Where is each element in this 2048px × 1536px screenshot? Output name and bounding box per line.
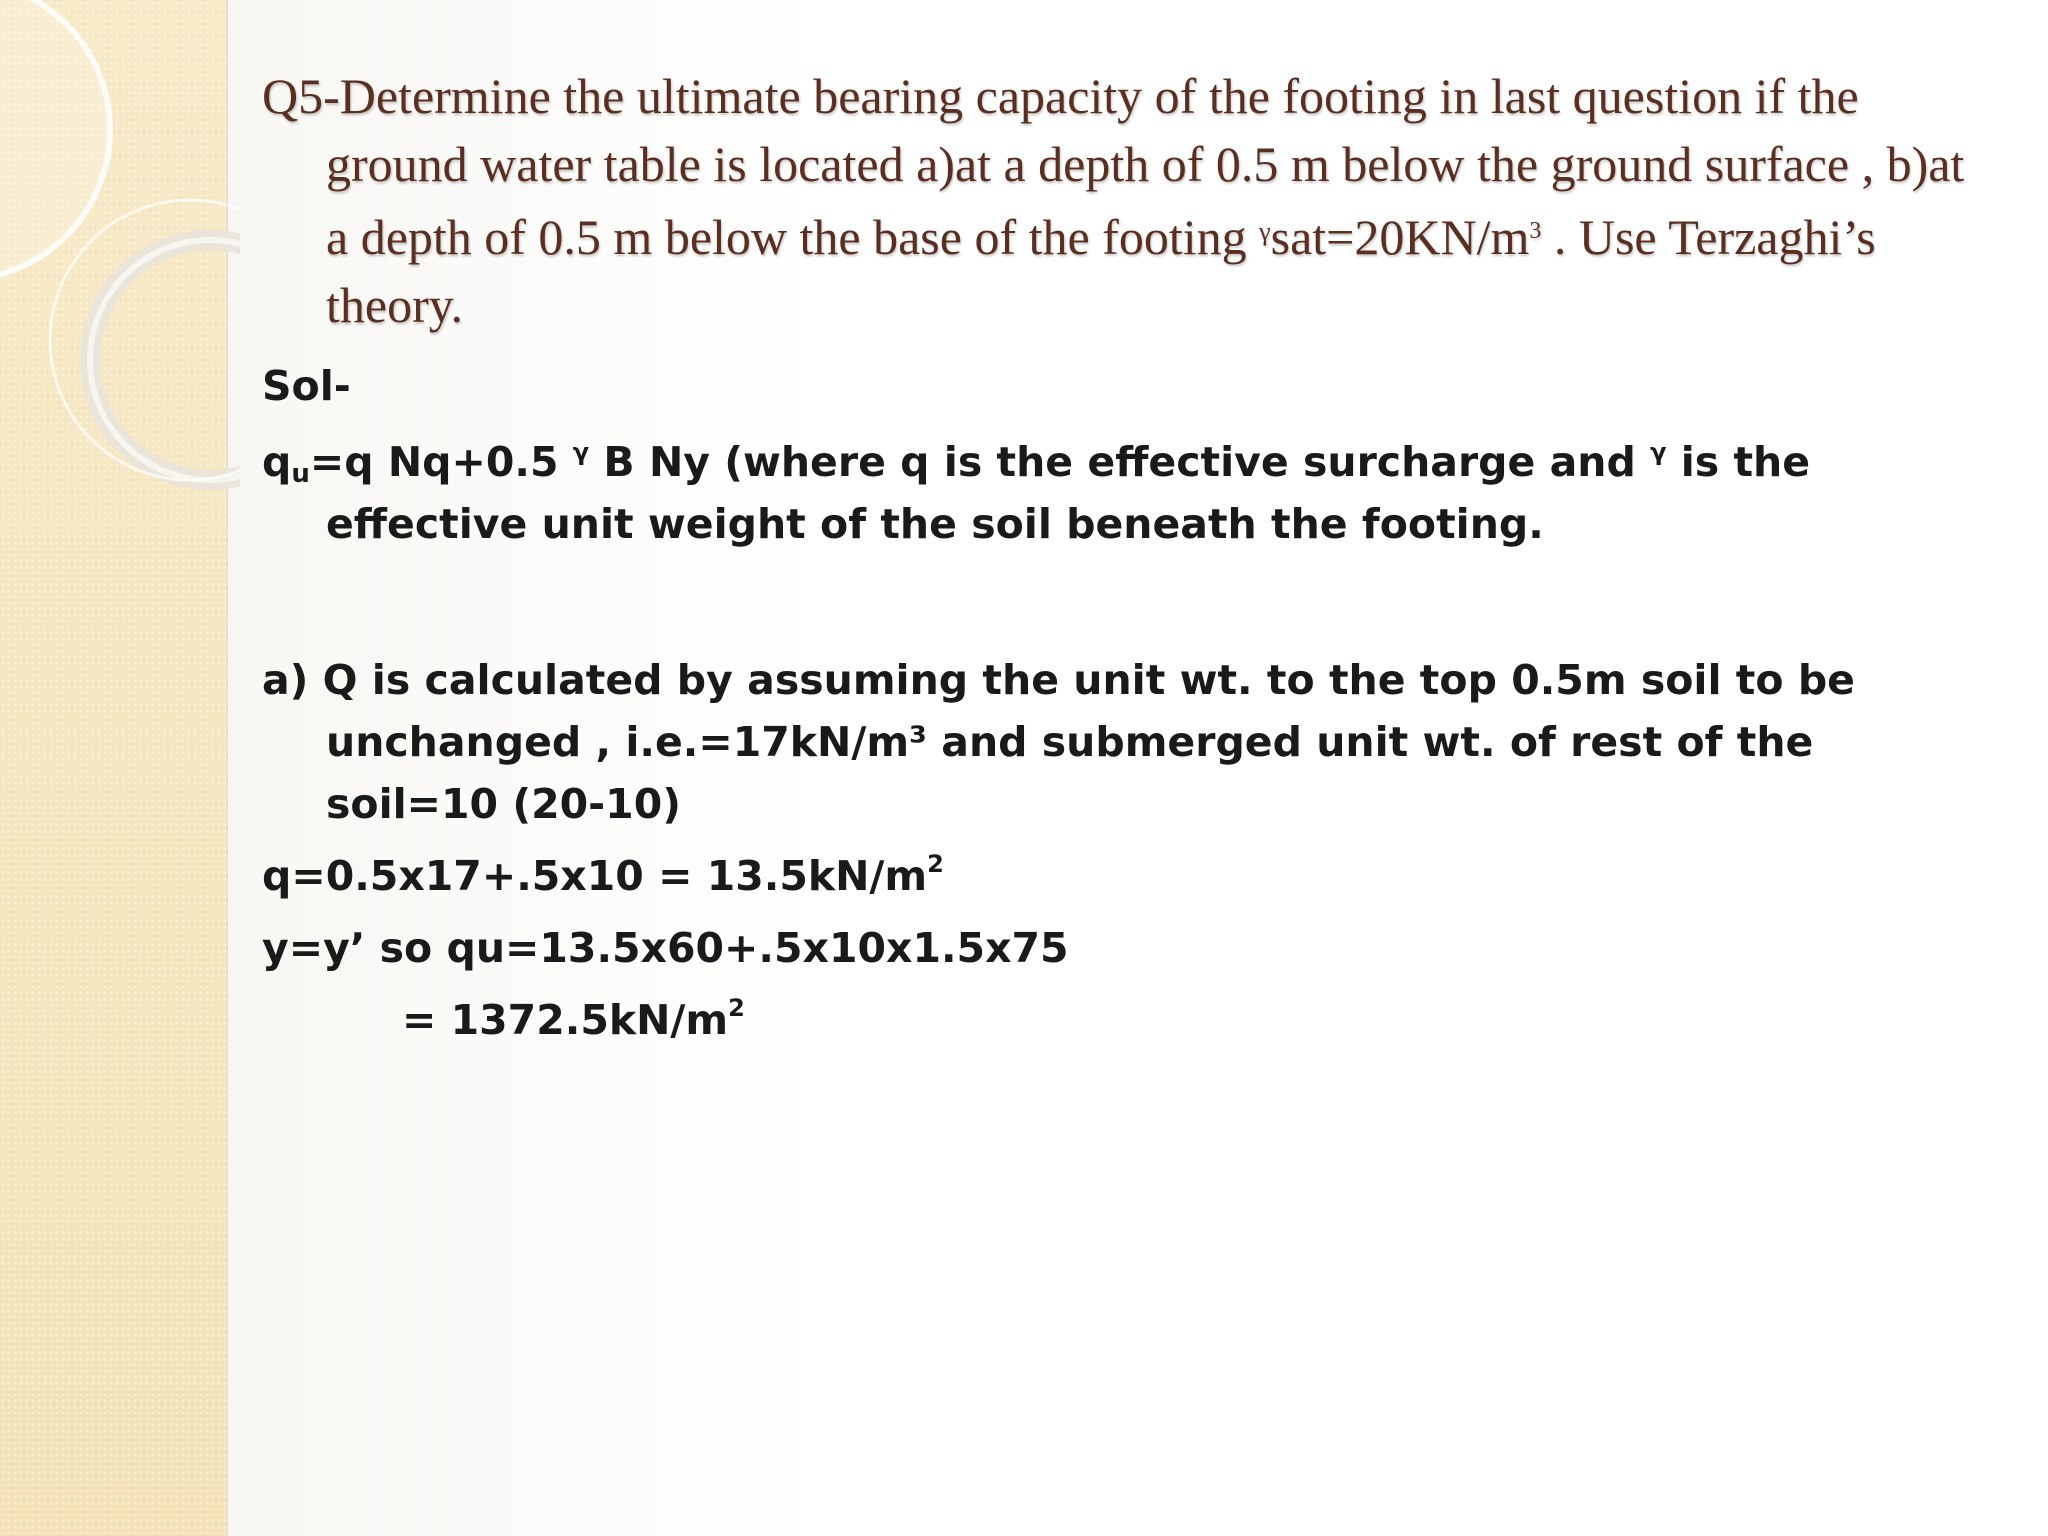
bearing-capacity-formula <box>262 431 1982 555</box>
formula-part-c: is the effective unit weight of the soil beneath the footing. <box>326 438 1811 548</box>
qu-calculation: y=y’ so qu=13.5x60+.5x10x1.5x75 <box>262 924 1069 972</box>
part-a-explanation: a) Q is calculated by assuming the unit wt. to the top 0.5m soil to be unchanged , i.e.=17kN/m³ and submerged unit wt. of rest of the soil=10 (20-10) <box>262 656 1855 828</box>
question-text <box>262 62 1982 339</box>
solution-heading: Sol- <box>262 362 351 410</box>
q-calculation-text: q=0.5x17+.5x10 = 13.5kN/m <box>262 852 928 900</box>
solution-block <box>262 355 1982 1051</box>
question-part-1: Q5-Determine the ultimate bearing capacity of the footing in last question if the ground water table is located a)at a depth of 0.5 m below the ground surface , b)at a depth of 0.5 m below the base of the footing <box>262 68 1965 265</box>
question-part-3: . Use Terzaghi’s theory. <box>326 209 1876 333</box>
slide-content <box>262 62 1982 1051</box>
formula-u-subscript: u <box>291 459 310 489</box>
gamma-symbol-2: γ <box>1650 438 1667 466</box>
squared-superscript: 2 <box>927 850 944 878</box>
result-text: = 1372.5kN/m <box>402 996 729 1044</box>
gamma-symbol: γ <box>1259 217 1271 246</box>
formula-part-b: B Ny (where q is the effective surcharge and <box>589 438 1651 486</box>
decorative-rings <box>0 0 240 520</box>
cubed-superscript: 3 <box>1529 218 1542 244</box>
question-part-2: sat=20KN/m <box>1270 209 1530 265</box>
result-squared-superscript: 2 <box>728 994 745 1022</box>
q-calculation <box>262 845 1982 907</box>
formula-q: q <box>262 438 292 486</box>
gamma-symbol-1: γ <box>572 438 590 466</box>
formula-part-a: =q Nq+0.5 <box>309 438 573 486</box>
result-line <box>262 989 1982 1051</box>
